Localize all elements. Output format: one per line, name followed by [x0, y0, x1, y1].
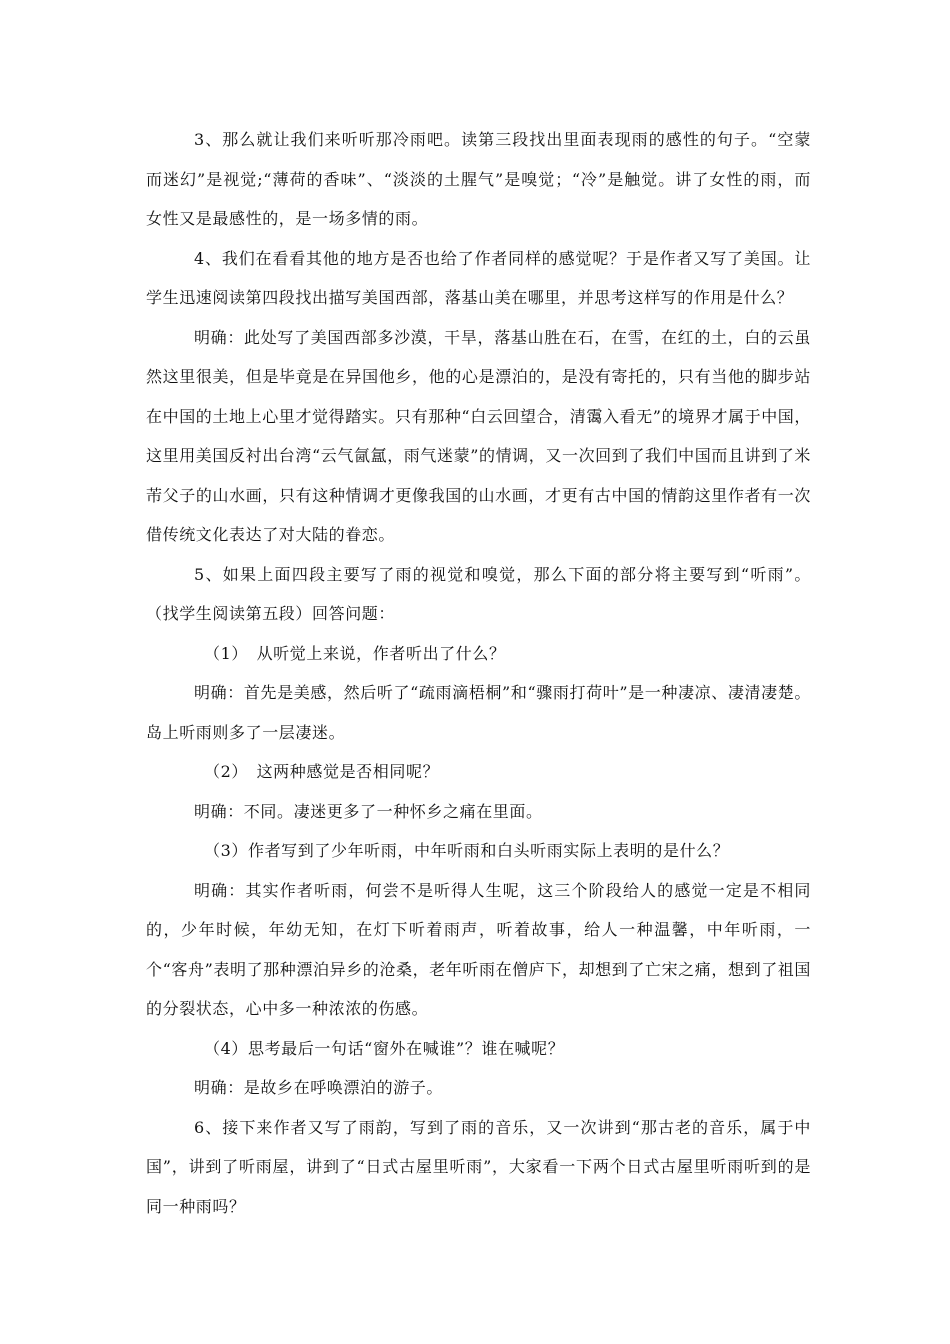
paragraph-4-america-question: 4、我们在看看其他的地方是否也给了作者同样的感觉呢？于是作者又写了美国。让学生迅速阅读第四段找出描写美国西部，落基山美在哪里，并思考这样写的作用是什么？	[146, 248, 811, 307]
question-4: （4）思考最后一句话“窗外在喊谁”？谁在喊呢？	[204, 1038, 565, 1058]
document-body	[146, 120, 811, 1226]
answer-4: 明确：是故乡在呼唤漂泊的游子。	[194, 1078, 444, 1097]
question-3: （3）作者写到了少年听雨，中年听雨和白头听雨实际上表明的是什么？	[204, 841, 730, 860]
paragraph-6-rain-music: 6、接下来作者又写了雨韵，写到了雨的音乐，又一次讲到“那古老的音乐，属于中国”，讲到了听雨屋，讲到了“日式古屋里听雨”，大家看一下两个日式古屋里听雨听到的是同一种雨吗？	[146, 1117, 811, 1216]
answer-2: 明确：不同。凄迷更多了一种怀乡之痛在里面。	[194, 801, 543, 821]
answer-3: 明确：其实作者听雨，何尝不是听得人生呢，这三个阶段给人的感觉一定是不相同的，少年时候，年幼无知，在灯下听着雨声，听着故事，给人一种温馨，中年听雨，一个“客舟”表明了那种漂泊异乡的沧桑，老年听雨在僧庐下，却想到了亡宋之痛，想到了祖国的分裂状态，心中多一种浓浓的伤感。	[146, 880, 811, 1018]
answer-1: 明确：首先是美感，然后听了“疏雨滴梧桐”和“骤雨打荷叶”是一种凄凉、凄清凄楚。岛上听雨则多了一层凄迷。	[146, 683, 811, 742]
question-1: （1） 从听觉上来说，作者听出了什么？	[204, 643, 506, 663]
paragraph-3-rain-senses: 3、那么就让我们来听听那冷雨吧。读第三段找出里面表现雨的感性的句子。“空蒙而迷幻”是视觉;“薄荷的香味”、“淡淡的土腥气”是嗅觉；“冷”是触觉。讲了女性的雨，而女性又是最感性的，是一场多情的雨。	[146, 130, 811, 228]
answer-rocky-mountains: 明确：此处写了美国西部多沙漠，干旱，落基山胜在石，在雪，在红的土，白的云虽然这里很美，但是毕竟是在异国他乡，他的心是漂泊的，是没有寄托的，只有当他的脚步站在中国的土地上心里才觉得踏实。只有那种“白云回望合，清霭入看无”的境界才属于中国，这里用美国反衬出台湾“云气氤氲，雨气迷蒙”的情调，又一次回到了我们中国而且讲到了米芾父子的山水画，只有这种情调才更像我国的山水画，才更有古中国的情韵这里作者有一次借传统文化表达了对大陆的眷恋。	[146, 327, 811, 544]
paragraph-5-listening-rain: 5、如果上面四段主要写了雨的视觉和嗅觉，那么下面的部分将主要写到“听雨”。（找学生阅读第五段）回答问题：	[146, 564, 811, 623]
question-2: （2） 这两种感觉是否相同呢？	[204, 762, 440, 781]
